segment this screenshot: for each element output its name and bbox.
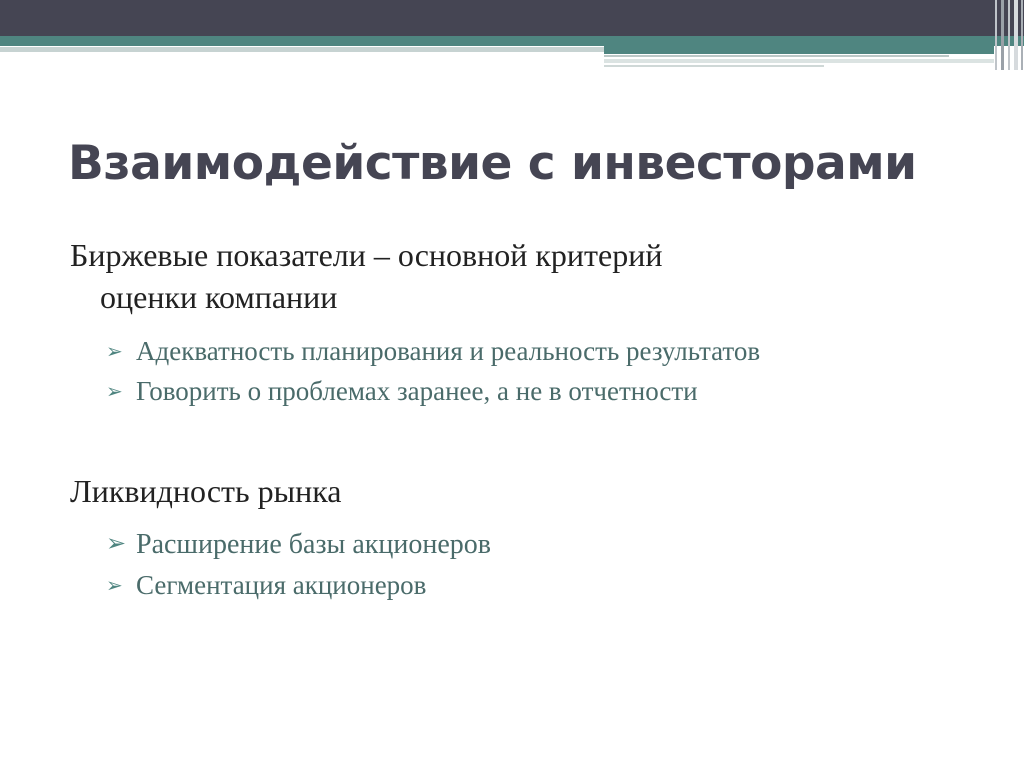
header-stripe-light xyxy=(0,47,604,52)
arrow-bullet-icon: ➢ xyxy=(106,339,123,363)
header-thin-line xyxy=(604,55,949,57)
header-thin-line-short xyxy=(604,65,824,67)
header-vertical-bar xyxy=(1014,0,1018,70)
header-vertical-bar xyxy=(1008,0,1010,70)
bullet-item xyxy=(106,526,491,562)
arrow-bullet-icon: ➢ xyxy=(106,529,127,557)
bullet-item xyxy=(106,334,760,368)
header-vertical-bar xyxy=(995,0,997,70)
section-heading-line: Биржевые показатели – основной критерий xyxy=(70,237,663,273)
bullet-text: Сегментация акционеров xyxy=(136,570,427,600)
arrow-bullet-icon: ➢ xyxy=(106,573,123,597)
header-band-teal xyxy=(0,36,1024,46)
header-band-teal-right xyxy=(604,46,994,54)
bullet-item xyxy=(106,374,698,408)
bullet-item xyxy=(106,568,426,602)
arrow-bullet-icon: ➢ xyxy=(106,379,123,403)
bullet-text: Расширение базы акционеров xyxy=(136,529,491,560)
header-vertical-bar xyxy=(1001,0,1004,70)
header-band-dark xyxy=(0,0,1024,36)
header-vertical-bar xyxy=(1021,0,1023,70)
bullet-text: Адекватность планирования и реальность результатов xyxy=(136,336,761,366)
section-heading-line: Ликвидность рынка xyxy=(70,473,342,509)
section-heading-market-liquidity xyxy=(70,470,970,512)
section-heading-line: оценки компании xyxy=(100,279,338,315)
section-heading-stock-indicators xyxy=(70,234,970,318)
bullet-text: Говорить о проблемах заранее, а не в отчетности xyxy=(136,376,698,406)
header-stripe-light-right xyxy=(604,59,994,63)
slide-title: Взаимодействие с инвесторами xyxy=(68,136,917,191)
